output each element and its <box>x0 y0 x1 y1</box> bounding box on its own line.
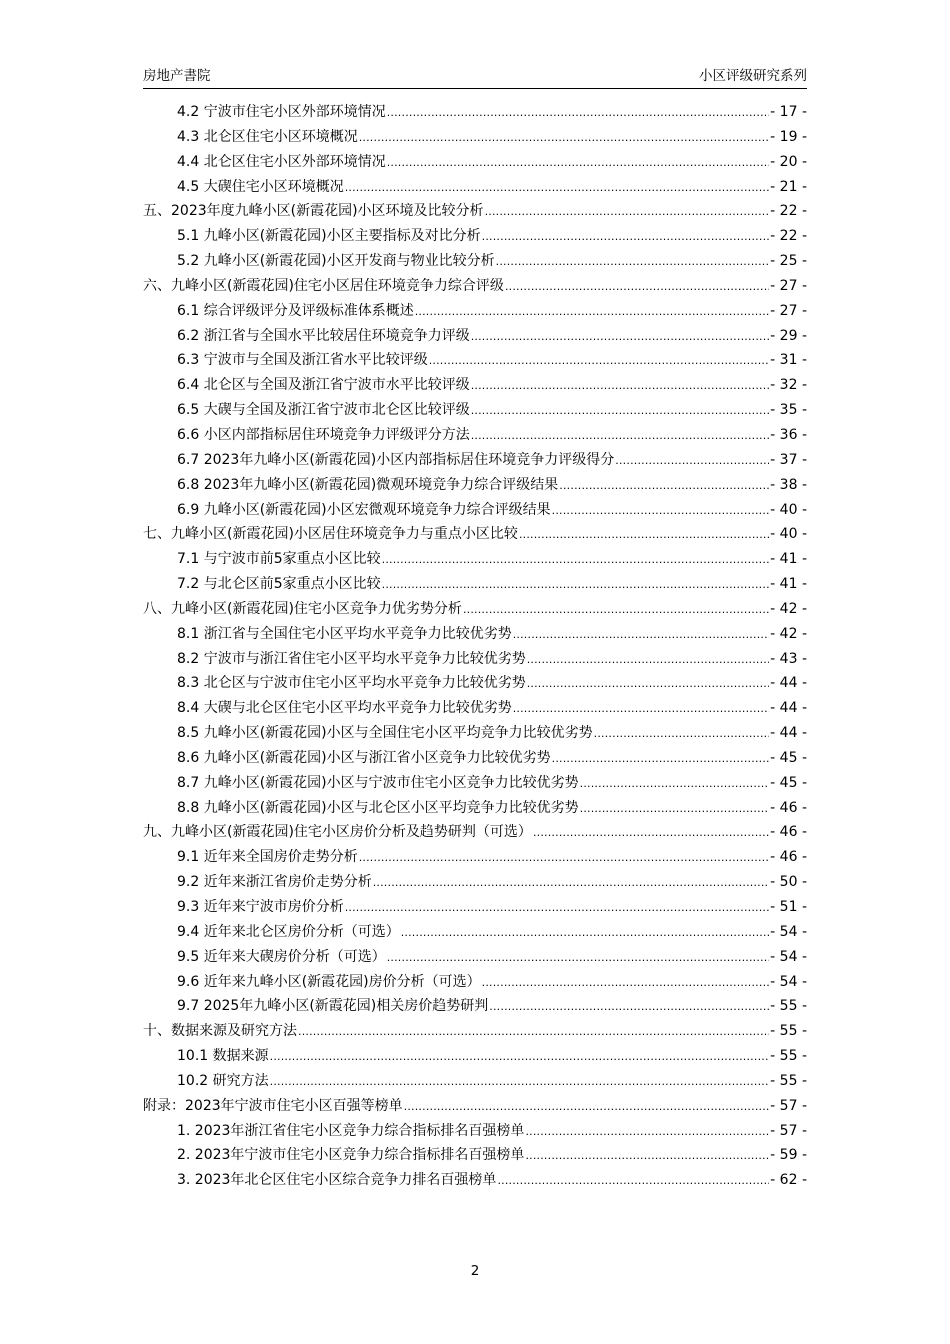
toc-section-entry[interactable] <box>143 398 807 423</box>
toc-section-entry[interactable] <box>143 125 807 150</box>
toc-entry-title: 5.2 九峰小区(新霞花园)小区开发商与物业比较分析 <box>177 253 495 270</box>
toc-section-entry[interactable] <box>143 373 807 398</box>
table-of-contents <box>143 100 807 1193</box>
toc-entry-title: 10.2 研究方法 <box>177 1072 269 1089</box>
toc-entry-page: - 54 - <box>770 973 807 990</box>
toc-entry-title: 8.1 浙江省与全国住宅小区平均水平竞争力比较优劣势 <box>177 625 512 642</box>
toc-section-entry[interactable] <box>143 994 807 1019</box>
toc-entry-title: 8.2 宁波市与浙江省住宅小区平均水平竞争力比较优劣势 <box>177 650 526 667</box>
toc-section-entry[interactable] <box>143 1143 807 1168</box>
toc-entry-title: 9.7 2025年九峰小区(新霞花园)相关房价趋势研判 <box>177 998 489 1015</box>
toc-chapter-entry[interactable] <box>143 1094 807 1119</box>
toc-entry-page: - 55 - <box>770 1048 807 1065</box>
toc-dot-leader <box>404 1095 770 1120</box>
toc-dot-leader <box>485 200 770 225</box>
toc-entry-page: - 50 - <box>770 874 807 891</box>
toc-dot-leader <box>527 672 769 697</box>
toc-section-entry[interactable] <box>143 249 807 274</box>
toc-dot-leader <box>497 1169 769 1194</box>
toc-entry-title: 5.1 九峰小区(新霞花园)小区主要指标及对比分析 <box>177 228 481 245</box>
toc-entry-title: 9.1 近年来全国房价走势分析 <box>177 849 358 866</box>
toc-entry-page: - 35 - <box>770 402 807 419</box>
toc-entry-title: 6.4 北仑区与全国及浙江省宁波市水平比较评级 <box>177 377 470 394</box>
toc-section-entry[interactable] <box>143 100 807 125</box>
toc-dot-leader <box>415 300 769 325</box>
toc-entry-page: - 62 - <box>770 1172 807 1189</box>
toc-dot-leader <box>482 225 770 250</box>
toc-entry-page: - 46 - <box>770 849 807 866</box>
toc-entry-page: - 25 - <box>770 253 807 270</box>
toc-chapter-entry[interactable] <box>143 1019 807 1044</box>
toc-entry-page: - 31 - <box>770 352 807 369</box>
toc-entry-title: 8.5 九峰小区(新霞花园)小区与全国住宅小区平均竞争力比较优劣势 <box>177 725 593 742</box>
toc-section-entry[interactable] <box>143 622 807 647</box>
toc-entry-page: - 46 - <box>770 799 807 816</box>
toc-chapter-entry[interactable] <box>143 597 807 622</box>
toc-entry-page: - 44 - <box>770 725 807 742</box>
toc-entry-title: 9.5 近年来大碶房价分析（可选） <box>177 948 386 965</box>
toc-dot-leader <box>594 722 770 747</box>
toc-entry-title: 6.1 综合评级评分及评级标准体系概述 <box>177 302 414 319</box>
toc-section-entry[interactable] <box>143 1069 807 1094</box>
toc-section-entry[interactable] <box>143 1168 807 1193</box>
toc-entry-page: - 19 - <box>770 128 807 145</box>
toc-entry-page: - 40 - <box>770 501 807 518</box>
toc-entry-page: - 45 - <box>770 774 807 791</box>
toc-dot-leader <box>382 548 770 573</box>
toc-section-entry[interactable] <box>143 175 807 200</box>
toc-section-entry[interactable] <box>143 1119 807 1144</box>
toc-section-entry[interactable] <box>143 150 807 175</box>
toc-section-entry[interactable] <box>143 448 807 473</box>
toc-dot-leader <box>505 275 769 300</box>
header-series-title: 小区评级研究系列 <box>699 68 807 84</box>
toc-entry-page: - 20 - <box>770 153 807 170</box>
toc-dot-leader <box>489 995 769 1020</box>
toc-entry-page: - 21 - <box>770 178 807 195</box>
toc-entry-page: - 57 - <box>770 1097 807 1114</box>
toc-entry-title: 9.2 近年来浙江省房价走势分析 <box>177 874 372 891</box>
toc-entry-title: 4.2 宁波市住宅小区外部环境情况 <box>177 104 386 120</box>
toc-entry-title: 9.6 近年来九峰小区(新霞花园)房价分析（可选） <box>177 973 481 990</box>
toc-entry-page: - 22 - <box>770 228 807 245</box>
toc-dot-leader <box>270 1045 770 1070</box>
toc-entry-page: - 54 - <box>770 923 807 940</box>
toc-entry-title: 8.8 九峰小区(新霞花园)小区与北仑区小区平均竞争力比较优劣势 <box>177 799 579 816</box>
toc-entry-page: - 44 - <box>770 700 807 717</box>
toc-entry-title: 7.1 与宁波市前5家重点小区比较 <box>177 551 381 568</box>
toc-entry-page: - 41 - <box>770 576 807 593</box>
toc-entry-title: 2. 2023年宁波市住宅小区竞争力综合指标排名百强榜单 <box>177 1147 525 1164</box>
toc-dot-leader <box>345 176 769 201</box>
toc-section-entry[interactable] <box>143 845 807 870</box>
toc-dot-leader <box>387 946 769 971</box>
toc-dot-leader <box>525 1144 769 1169</box>
toc-entry-title: 6.7 2023年九峰小区(新霞花园)小区内部指标居住环境竞争力评级得分 <box>177 451 615 468</box>
toc-entry-page: - 46 - <box>770 824 807 841</box>
toc-section-entry[interactable] <box>143 870 807 895</box>
toc-dot-leader <box>533 821 769 846</box>
toc-entry-title: 八、九峰小区(新霞花园)住宅小区竞争力优劣势分析 <box>143 600 462 617</box>
toc-entry-title: 1. 2023年浙江省住宅小区竞争力综合指标排名百强榜单 <box>177 1122 525 1139</box>
toc-dot-leader <box>513 623 769 648</box>
toc-entry-page: - 40 - <box>770 526 807 543</box>
toc-chapter-entry[interactable] <box>143 522 807 547</box>
toc-entry-title: 6.3 宁波市与全国及浙江省水平比较评级 <box>177 352 428 369</box>
toc-section-entry[interactable] <box>143 920 807 945</box>
toc-entry-title: 9.4 近年来北仑区房价分析（可选） <box>177 923 400 940</box>
toc-entry-title: 4.4 北仑区住宅小区外部环境情况 <box>177 153 386 170</box>
toc-chapter-entry[interactable] <box>143 274 807 299</box>
toc-entry-page: - 38 - <box>770 476 807 493</box>
header-org-name: 房地产書院 <box>143 68 211 84</box>
toc-entry-page: - 51 - <box>770 899 807 915</box>
toc-entry-title: 3. 2023年北仑区住宅小区综合竞争力排名百强榜单 <box>177 1172 497 1189</box>
toc-section-entry[interactable] <box>143 1044 807 1069</box>
toc-section-entry[interactable] <box>143 348 807 373</box>
toc-chapter-entry[interactable] <box>143 199 807 224</box>
toc-dot-leader <box>345 896 769 921</box>
toc-entry-title: 9.3 近年来宁波市房价分析 <box>177 899 344 915</box>
toc-entry-title: 七、九峰小区(新霞花园)小区居住环境竞争力与重点小区比较 <box>143 526 518 543</box>
toc-entry-page: - 27 - <box>770 302 807 319</box>
toc-entry-page: - 37 - <box>770 451 807 468</box>
toc-entry-title: 6.9 九峰小区(新霞花园)小区宏微观环境竞争力综合评级结果 <box>177 501 551 518</box>
toc-section-entry[interactable] <box>143 970 807 995</box>
toc-section-entry[interactable] <box>143 671 807 696</box>
toc-dot-leader <box>359 126 769 151</box>
toc-entry-title: 6.8 2023年九峰小区(新霞花园)微观环境竞争力综合评级结果 <box>177 476 559 493</box>
toc-entry-title: 6.5 大碶与全国及浙江省宁波市北仑区比较评级 <box>177 402 470 419</box>
toc-section-entry[interactable] <box>143 945 807 970</box>
toc-dot-leader <box>471 424 769 449</box>
toc-dot-leader <box>525 1120 769 1145</box>
toc-dot-leader <box>471 374 769 399</box>
toc-entry-page: - 44 - <box>770 675 807 692</box>
toc-dot-leader <box>552 747 770 772</box>
toc-entry-page: - 55 - <box>770 1072 807 1089</box>
toc-section-entry[interactable] <box>143 721 807 746</box>
toc-dot-leader <box>519 523 769 548</box>
toc-section-entry[interactable] <box>143 498 807 523</box>
toc-entry-title: 8.4 大碶与北仑区住宅小区平均水平竞争力比较优劣势 <box>177 700 512 717</box>
toc-section-entry[interactable] <box>143 224 807 249</box>
page-header <box>143 66 807 89</box>
toc-dot-leader <box>463 598 769 623</box>
toc-entry-title: 十、数据来源及研究方法 <box>143 1023 297 1040</box>
toc-entry-title: 六、九峰小区(新霞花园)住宅小区居住环境竞争力综合评级 <box>143 277 504 294</box>
toc-dot-leader <box>471 399 769 424</box>
toc-entry-title: 10.1 数据来源 <box>177 1048 269 1065</box>
toc-entry-title: 8.6 九峰小区(新霞花园)小区与浙江省小区竞争力比较优劣势 <box>177 749 551 766</box>
toc-section-entry[interactable] <box>143 746 807 771</box>
toc-entry-title: 4.5 大碶住宅小区环境概况 <box>177 178 344 195</box>
toc-entry-page: - 45 - <box>770 749 807 766</box>
toc-dot-leader <box>387 151 769 176</box>
toc-dot-leader <box>527 648 769 673</box>
toc-section-entry[interactable] <box>143 423 807 448</box>
toc-entry-page: - 42 - <box>770 625 807 642</box>
page-number: 2 <box>470 1263 480 1279</box>
toc-dot-leader <box>359 846 769 871</box>
toc-entry-title: 4.3 北仑区住宅小区环境概况 <box>177 128 358 145</box>
toc-entry-title: 五、2023年度九峰小区(新霞花园)小区环境及比较分析 <box>143 203 484 220</box>
toc-entry-page: - 55 - <box>770 998 807 1015</box>
toc-dot-leader <box>580 797 770 822</box>
toc-entry-title: 7.2 与北仑区前5家重点小区比较 <box>177 576 381 593</box>
toc-entry-title: 8.7 九峰小区(新霞花园)小区与宁波市住宅小区竞争力比较优劣势 <box>177 774 579 791</box>
toc-dot-leader <box>401 921 769 946</box>
toc-dot-leader <box>580 772 770 797</box>
toc-dot-leader <box>615 449 769 474</box>
toc-chapter-entry[interactable] <box>143 820 807 845</box>
toc-entry-page: - 17 - <box>770 104 807 120</box>
toc-dot-leader <box>382 573 770 598</box>
toc-entry-page: - 59 - <box>770 1147 807 1164</box>
toc-section-entry[interactable] <box>143 547 807 572</box>
toc-section-entry[interactable] <box>143 895 807 920</box>
toc-dot-leader <box>387 101 769 126</box>
toc-entry-page: - 43 - <box>770 650 807 667</box>
toc-entry-page: - 22 - <box>770 203 807 220</box>
toc-entry-page: - 57 - <box>770 1122 807 1139</box>
toc-section-entry[interactable] <box>143 796 807 821</box>
toc-section-entry[interactable] <box>143 647 807 672</box>
toc-dot-leader <box>270 1070 770 1095</box>
toc-entry-page: - 32 - <box>770 377 807 394</box>
toc-dot-leader <box>482 971 770 996</box>
toc-entry-page: - 36 - <box>770 426 807 443</box>
toc-dot-leader <box>298 1020 769 1045</box>
toc-entry-title: 附录：2023年宁波市住宅小区百强等榜单 <box>143 1097 403 1114</box>
toc-dot-leader <box>373 871 769 896</box>
toc-dot-leader <box>429 349 769 374</box>
toc-section-entry[interactable] <box>143 572 807 597</box>
toc-entry-title: 6.6 小区内部指标居住环境竞争力评级评分方法 <box>177 426 470 443</box>
toc-dot-leader <box>552 499 770 524</box>
toc-entry-page: - 42 - <box>770 600 807 617</box>
toc-entry-page: - 54 - <box>770 948 807 965</box>
toc-entry-page: - 27 - <box>770 277 807 294</box>
toc-section-entry[interactable] <box>143 696 807 721</box>
toc-entry-page: - 41 - <box>770 551 807 568</box>
toc-entry-title: 九、九峰小区(新霞花园)住宅小区房价分析及趋势研判（可选） <box>143 824 532 841</box>
toc-dot-leader <box>496 250 770 275</box>
toc-entry-title: 6.2 浙江省与全国水平比较居住环境竞争力评级 <box>177 327 470 344</box>
toc-entry-title: 8.3 北仑区与宁波市住宅小区平均水平竞争力比较优劣势 <box>177 675 526 692</box>
toc-entry-page: - 55 - <box>770 1023 807 1040</box>
toc-section-entry[interactable] <box>143 473 807 498</box>
toc-entry-page: - 29 - <box>770 327 807 344</box>
toc-section-entry[interactable] <box>143 324 807 349</box>
toc-section-entry[interactable] <box>143 299 807 324</box>
toc-section-entry[interactable] <box>143 771 807 796</box>
toc-dot-leader <box>513 697 769 722</box>
toc-dot-leader <box>471 325 769 350</box>
toc-dot-leader <box>559 474 769 499</box>
